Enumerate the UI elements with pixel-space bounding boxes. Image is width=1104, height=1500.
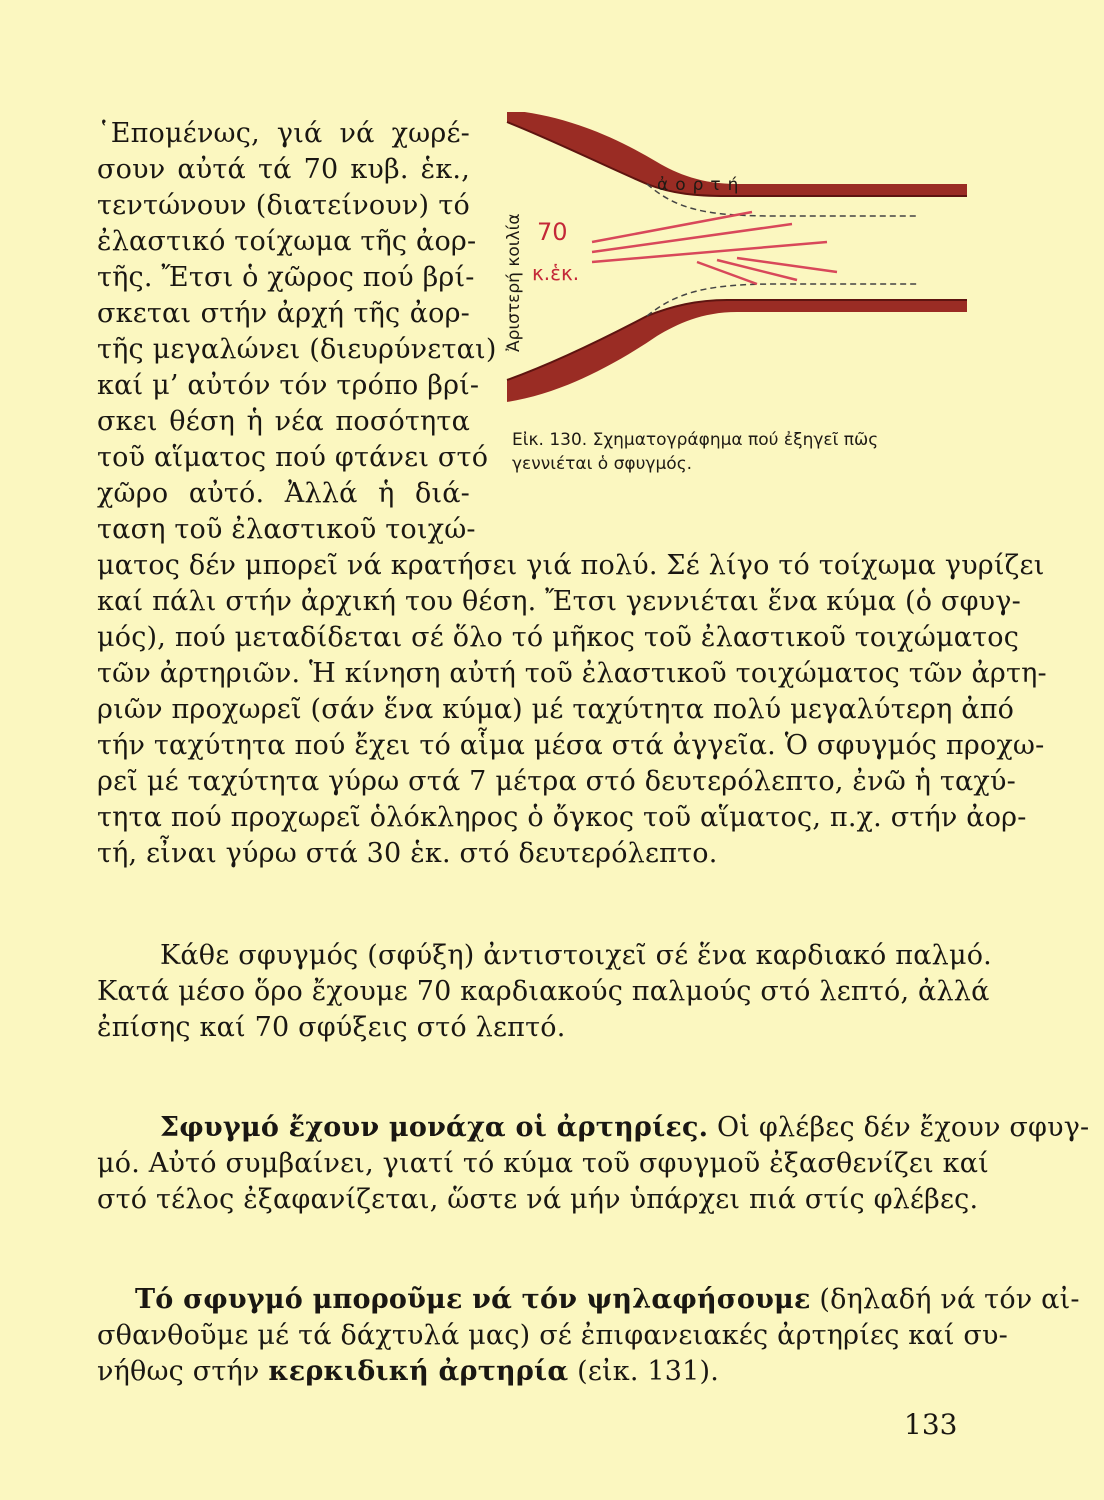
para2-line-1: Κάθε σφυγμός (σφύξη) ἀντιστοιχεῖ σέ ἕνα καρδιακό παλμό. <box>160 940 992 971</box>
para4-rest: (δηλαδή νά τόν αἰ- <box>810 1284 1080 1315</box>
page-number: 133 <box>904 1408 958 1441</box>
para4-line-2: σθανθοῦμε μέ τά δάχτυλά μας) σέ ἐπιφανειακές ἀρτηρίες καί συ- <box>97 1320 1008 1351</box>
intro-line-10: τοῦ αἵματος πού φτάνει στό <box>97 442 489 473</box>
body-line-1: ματος δέν μπορεῖ νά κρατήσει γιά πολύ. Σέ λίγο τό τοίχωμα γυρίζει <box>97 550 1045 581</box>
figure-caption: Εἰκ. 130. Σχηματογράφημα πού ἐξηγεῖ πῶς γεννιέται ὁ σφυγμός. <box>512 430 879 474</box>
intro-line-12: ταση τοῦ ἐλαστικοῦ τοιχώ- <box>97 514 476 545</box>
body-line-3: μός), πού μεταδίδεται σέ ὅλο τό μῆκος τοῦ ἐλαστικοῦ τοιχώματος <box>97 622 1020 653</box>
flow-arrow-1 <box>592 212 752 242</box>
body-line-6: τήν ταχύτητα πού ἔχει τό αἷμα μέσα στά ἀγγεῖα. Ὁ σφυγμός προχω- <box>97 730 1045 761</box>
body-line-8: τητα πού προχωρεῖ ὁλόκληρος ὁ ὄγκος τοῦ αἵματος, π.χ. στήν ἀορ- <box>97 802 1027 833</box>
intro-line-6: σκεται στήν ἀρχή τῆς ἀορ- <box>97 298 470 329</box>
intro-line-1: ῾Επομένως, γιά νά χωρέ- <box>97 118 470 149</box>
intro-line-8: καί μ’ αὐτόν τόν τρόπο βρί- <box>97 370 480 401</box>
para3-line-2: μό. Αὐτό συμβαίνει, γιατί τό κύμα τοῦ σφυγμοῦ ἐξασθενίζει καί <box>97 1148 989 1179</box>
body-line-5: ριῶν προχωρεῖ (σάν ἕνα κύμα) μέ ταχύτητα πολύ μεγαλύτερη ἀπό <box>97 694 1015 725</box>
flow-arrow-4 <box>697 262 757 284</box>
intro-line-2: σουν αὐτά τά 70 κυβ. ἑκ., <box>97 154 470 185</box>
volume-unit: κ.ἑκ. <box>532 261 580 285</box>
intro-line-7: τῆς μεγαλώνει (διευρύνεται) <box>97 334 497 365</box>
para3-rest: Οἱ φλέβες δέν ἔχουν σφυγ- <box>708 1112 1090 1143</box>
body-line-7: ρεῖ μέ ταχύτητα γύρω στά 7 μέτρα στό δευτερόλεπτο, ἐνῶ ἡ ταχύ- <box>97 766 1016 797</box>
intro-line-3: τεντώνουν (διατείνουν) τό <box>97 190 470 221</box>
para4-line3-post: (εἰκ. 131). <box>568 1356 720 1387</box>
body-line-4: τῶν ἀρτηριῶν. Ἡ κίνηση αὐτή τοῦ ἐλαστικοῦ τοιχώματος τῶν ἀρτη- <box>97 658 1047 689</box>
intro-line-4: ἐλαστικό τοίχωμα τῆς ἀορ- <box>97 226 477 257</box>
para2-line-3: ἐπίσης καί 70 σφύξεις στό λεπτό. <box>97 1012 566 1043</box>
para3-bold: Σφυγμό ἔχουν μονάχα οἱ ἀρτηρίες. <box>160 1112 709 1143</box>
volume-number: 70 <box>537 218 568 246</box>
body-line-2: καί πάλι στήν ἀρχική του θέση. Ἔτσι γεννιέται ἕνα κύμα (ὁ σφυγ- <box>97 586 1021 617</box>
para3-line-1 <box>160 1110 1090 1146</box>
aorta-label: ἀορτή <box>657 175 746 195</box>
para4-bold: Τό σφυγμό μποροῦμε νά τόν ψηλαφήσουμε <box>135 1284 811 1315</box>
flow-arrow-5 <box>717 260 797 280</box>
para4-line-3 <box>97 1354 719 1390</box>
intro-line-9: σκει θέση ἡ νέα ποσότητα <box>97 406 470 437</box>
intro-line-11: χῶρο αὐτό. Ἀλλά ἡ διά- <box>97 478 470 509</box>
body-line-9: τή, εἶναι γύρω στά 30 ἑκ. στό δευτερόλεπτο. <box>97 838 718 869</box>
para4-line-1 <box>135 1282 1080 1318</box>
para3-line-3: στό τέλος ἐξαφανίζεται, ὥστε νά μήν ὑπάρχει πιά στίς φλέβες. <box>97 1184 979 1215</box>
figure-pulse-diagram <box>497 112 967 412</box>
para2-line-2: Κατά μέσο ὅρο ἔχουμε 70 καρδιακούς παλμούς στό λεπτό, ἀλλά <box>97 976 990 1007</box>
flow-arrow-3 <box>592 242 827 262</box>
ventricle-label: Ἀριστερή κοιλία <box>504 213 524 352</box>
para4-line3-bold: κερκιδική ἀρτηρία <box>268 1356 569 1387</box>
para4-line3-pre: νήθως στήν <box>97 1356 269 1387</box>
intro-line-5: τῆς. Ἔτσι ὁ χῶρος πού βρί- <box>97 262 475 293</box>
flow-arrows <box>592 212 837 284</box>
